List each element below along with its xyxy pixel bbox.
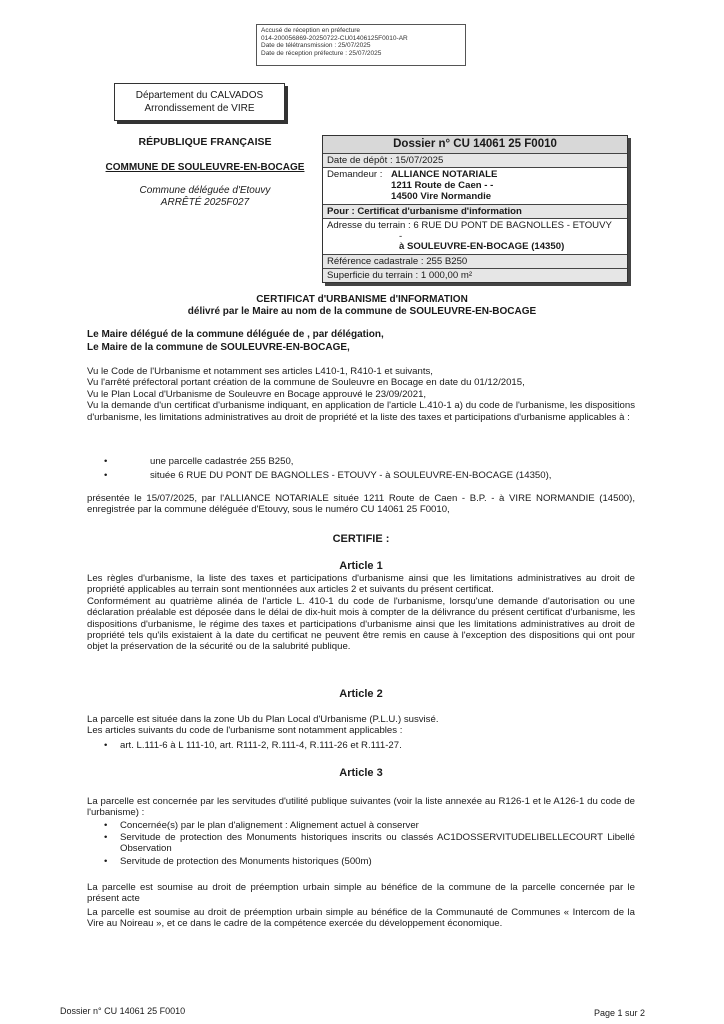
demandeur-name: ALLIANCE NOTARIALE bbox=[391, 169, 498, 180]
servitude-alignment: Concernée(s) par le plan d'alignement : Alignement actuel à conserver bbox=[120, 820, 419, 831]
terrain-area: Superficie du terrain : 1 000,00 m² bbox=[323, 268, 627, 282]
republic-heading: RÉPUBLIQUE FRANÇAISE bbox=[138, 136, 272, 148]
parcel-bullet: une parcelle cadastrée 255 B250, bbox=[150, 456, 294, 467]
vu-line: Vu le Code de l'Urbanisme et notamment ses articles L410-1, R410-1 et suivants, bbox=[87, 366, 433, 377]
article-1-paragraph: Les règles d'urbanisme, la liste des taxes et participations d'urbanisme ainsi que les limitations administratives au droit de propriété applicables au terrain sont mentionnées aux articles 2 et suivants du présent certificat. bbox=[87, 573, 635, 596]
stamp-line: 014-200056869-20250722-CU01406125F0010-AR bbox=[261, 34, 408, 42]
stamp-line: Date de télétransmission : 25/07/2025 bbox=[261, 42, 371, 50]
request-purpose: Pour : Certificat d'urbanisme d'information bbox=[323, 204, 627, 218]
terrain-address: Adresse du terrain : 6 RUE DU PONT DE BAGNOLLES - ETOUVY bbox=[327, 220, 612, 231]
maire-line-2: Le Maire de la commune de SOULEUVRE-EN-BOCAGE, bbox=[87, 342, 350, 353]
certificate-subtitle: délivré par le Maire au nom de la commune de SOULEUVRE-EN-BOCAGE bbox=[187, 306, 537, 317]
department-box bbox=[114, 83, 285, 121]
certificate-title: CERTIFICAT d'URBANISME d'INFORMATION bbox=[256, 294, 468, 305]
dossier-info-box bbox=[322, 135, 628, 283]
terrain-address-dash: - bbox=[399, 231, 403, 242]
article-1-body bbox=[87, 573, 635, 653]
stamp-line: Accusé de réception en préfecture bbox=[261, 27, 361, 34]
delegated-commune: Commune déléguée d'Etouvy bbox=[139, 185, 271, 196]
bullet-dot: • bbox=[104, 832, 108, 843]
bullet-dot: • bbox=[104, 856, 108, 867]
vu-line: Vu le Plan Local d'Urbanisme de Souleuvre en Bocage approuvé le 23/09/2021, bbox=[87, 388, 427, 400]
demandeur-label: Demandeur : bbox=[327, 169, 383, 180]
address-bullet: située 6 RUE DU PONT DE BAGNOLLES - ETOUVY - à SOULEUVRE-EN-BOCAGE (14350), bbox=[150, 470, 552, 481]
bullet-dot: • bbox=[104, 820, 108, 831]
terrain-commune: à SOULEUVRE-EN-BOCAGE (14350) bbox=[399, 241, 565, 252]
page-number: Page 1 sur 2 bbox=[594, 1008, 646, 1018]
bullet-dot: • bbox=[104, 456, 108, 467]
servitude-500m: Servitude de protection des Monuments historiques (500m) bbox=[120, 856, 372, 867]
article-2-title: Article 2 bbox=[339, 688, 383, 700]
dossier-number: Dossier n° CU 14061 25 F0010 bbox=[323, 136, 627, 153]
bullet-dot: • bbox=[104, 740, 108, 751]
applicable-articles: art. L.111-6 à L 111-10, art. R111-2, R.111-4, R.111-26 et R.111-27. bbox=[120, 740, 402, 751]
article-3-paragraph: La parcelle est concernée par les servitudes d'utilité publique suivantes (voir la liste annexée au R126-1 et le A126-1 du code de l'urbanisme) : bbox=[87, 796, 635, 819]
demandeur-block bbox=[323, 167, 627, 204]
prefecture-receipt-stamp bbox=[256, 24, 466, 66]
article-2-body bbox=[87, 714, 635, 737]
article-3-title: Article 3 bbox=[339, 767, 383, 779]
arrondissement-line: Arrondissement de VIRE bbox=[144, 103, 255, 114]
vu-line: Vu l'arrêté préfectoral portant création de la commune de Souleuvre en Bocage en date du 01/12/2015, bbox=[87, 377, 525, 389]
demandeur-address-2: 14500 Vire Normandie bbox=[391, 191, 492, 202]
stamp-line: Date de réception préfecture : 25/07/2025 bbox=[261, 49, 382, 57]
preemption-commune: La parcelle est soumise au droit de préemption urbain simple au bénéfice de la commune de la parcelle concernée par le présent acte bbox=[87, 882, 635, 905]
maire-line-1: Le Maire délégué de la commune déléguée de , par délégation, bbox=[87, 329, 384, 340]
department-line: Département du CALVADOS bbox=[135, 90, 264, 101]
bullet-dot: • bbox=[104, 470, 108, 481]
commune-heading: COMMUNE DE SOULEUVRE-EN-BOCAGE bbox=[105, 162, 305, 173]
article-1-paragraph: Conformément au quatrième alinéa de l'article L. 410-1 du code de l'urbanisme, lorsqu'une demande d'autorisation ou une déclaration préalable est déposée dans le délai de dix-huit mois à compter de la délivrance du présent certificat d'urbanisme, les dispositions d'urbanisme, le régime des taxes et participations d'urbanisme ainsi que les limitations administratives au droit de propriété tels qu'ils existaient à la date du certificat ne peuvent être remis en cause à l'exception des dispositions qui ont pour objet la préservation de la sécurité ou de la salubrité publique. bbox=[87, 595, 635, 653]
article-1-title: Article 1 bbox=[339, 560, 383, 572]
presentee-paragraph: présentée le 15/07/2025, par l'ALLIANCE NOTARIALE située 1211 Route de Caen - B.P. - à VIRE NORMANDIE (14500), enregistrée par la commune déléguée d'Etouvy, sous le numéro CU 14061 25 F0010, bbox=[87, 493, 635, 516]
servitude-monuments: Servitude de protection des Monuments historiques inscrits ou classés AC1DOSSERVITUDELIBELLECOURT Libellé Observation bbox=[120, 832, 635, 855]
article-2-paragraph: La parcelle est située dans la zone Ub du Plan Local d'Urbanisme (P.L.U.) susvisé. bbox=[87, 714, 439, 725]
cadastral-reference: Référence cadastrale : 255 B250 bbox=[323, 254, 627, 268]
date-depot: Date de dépôt : 15/07/2025 bbox=[323, 153, 627, 167]
demandeur-address-1: 1211 Route de Caen - - bbox=[391, 180, 494, 191]
vu-line: Vu la demande d'un certificat d'urbanisme indiquant, en application de l'article L.410-1 a) du code de l'urbanisme, les dispositions d'urbanisme, les limitations administratives au droit de propriété et la liste des taxes et participations d'urbanisme applicables à : bbox=[87, 400, 635, 423]
terrain-address-block bbox=[323, 218, 627, 254]
footer-dossier: Dossier n° CU 14061 25 F0010 bbox=[60, 1006, 186, 1016]
vu-section bbox=[87, 366, 635, 423]
preemption-intercom: La parcelle est soumise au droit de préemption urbain simple au bénéfice de la Communauté de Communes « Intercom de la Vire au Noireau », et ce dans le cadre de la compétence exercée du développement économique. bbox=[87, 907, 635, 930]
article-2-paragraph: Les articles suivants du code de l'urbanisme sont notamment applicables : bbox=[87, 725, 403, 737]
certifie-heading: CERTIFIE : bbox=[332, 533, 390, 545]
arrete-number: ARRÊTÉ 2025F027 bbox=[160, 197, 250, 208]
